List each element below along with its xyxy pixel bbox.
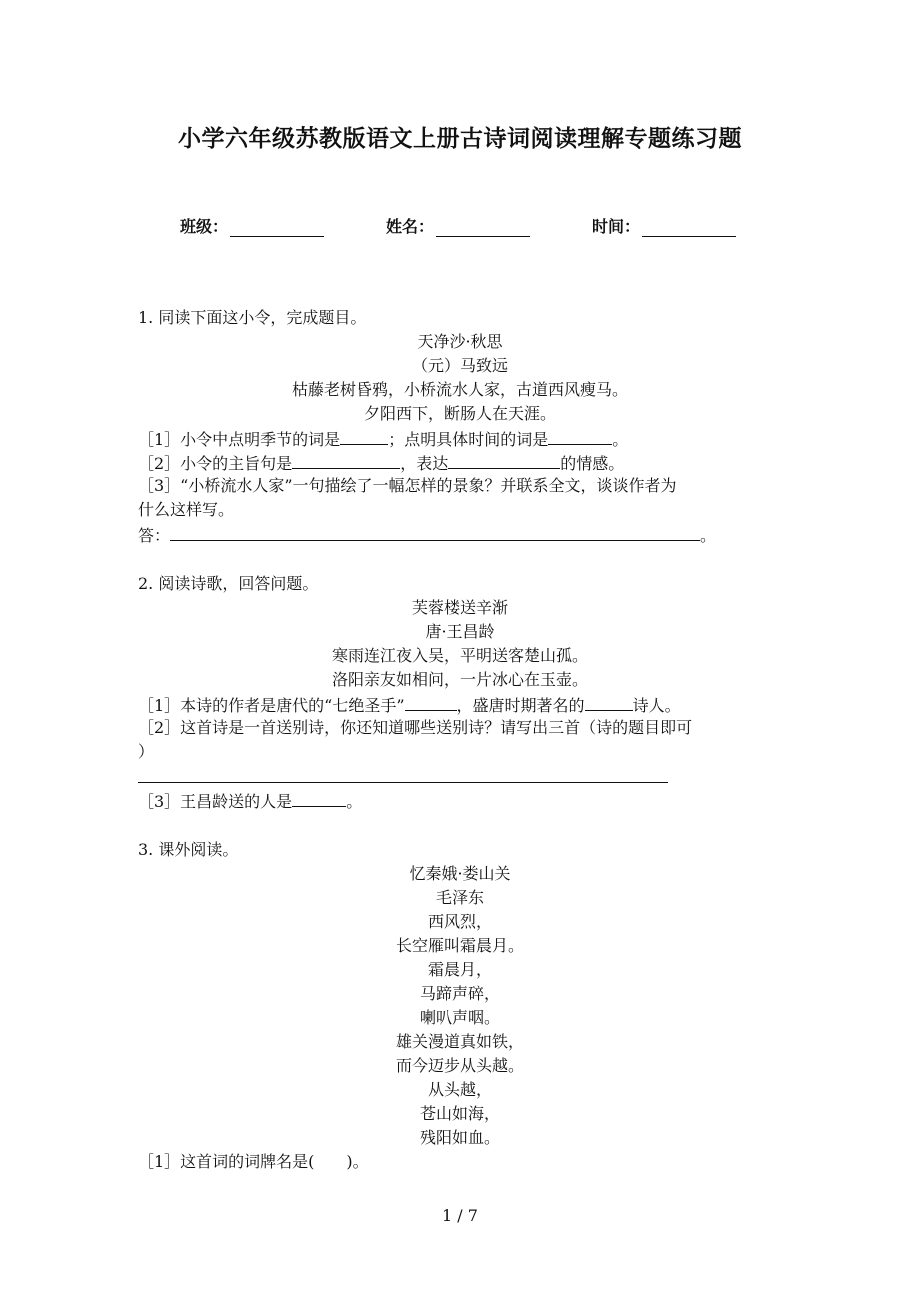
q3-sub1: ［1］这首词的词牌名是( )。 [138,1152,369,1171]
q3-poem-line: 而今迈步从头越。 [395,1056,524,1075]
q3-poem-line: 霜晨月， [427,960,492,979]
q3-heading: 3. 课外阅读。 [138,840,239,859]
q2-poem-author: 唐·王昌龄 [425,622,495,641]
q1-theme-blank[interactable] [292,450,400,469]
q1-sub1-text-b: ；点明具体时间的词是 [388,430,549,449]
q1-answer-blank[interactable] [170,522,700,541]
q3-poem-line: 苍山如海， [419,1104,500,1123]
q1-sub1-text-a: ［1］小令中点明季节的词是 [138,430,341,449]
q3-poem-author: 毛泽东 [435,888,484,907]
q1-poem-line: 夕阳西下，断肠人在天涯。 [363,404,556,423]
time-blank[interactable] [642,216,736,237]
q2-sub1-text-a: ［1］本诗的作者是唐代的“七绝圣手” [138,696,405,715]
q2-answer-line[interactable] [138,782,668,783]
q2-person-blank[interactable] [292,788,346,807]
q2-poem-title: 芙蓉楼送辛渐 [411,598,508,617]
q2-sub3-text-a: ［3］王昌龄送的人是 [138,792,293,811]
class-field [180,214,324,237]
q1-poem-title: 天净沙·秋思 [417,332,503,351]
q1-season-blank[interactable] [340,426,388,445]
q2-sub1 [138,692,681,718]
q3-poem-title: 忆秦娥·娄山关 [409,864,511,883]
q1-sub2 [138,450,624,476]
q1-sub3-line: ［3］“小桥流水人家”一句描绘了一幅怎样的景象？并联系全文，谈谈作者为 [138,476,677,495]
q3-poem-line: 马蹄声碎， [419,984,500,1003]
q1-poem-author: （元）马致远 [411,356,508,375]
q2-sub1-text-b: ，盛唐时期著名的 [456,696,585,715]
name-field [386,214,530,237]
name-blank[interactable] [436,216,530,237]
q3-poem-line: 喇叭声咽。 [419,1008,500,1027]
q2-heading: 2. 阅读诗歌，回答问题。 [138,574,319,593]
class-blank[interactable] [230,216,324,237]
q1-sub3-line: 什么这样写。 [138,500,235,519]
q2-poet-blank[interactable] [405,692,457,711]
q1-emotion-blank[interactable] [448,450,560,469]
q3-poem-line: 长空雁叫霜晨月。 [395,936,524,955]
q2-poem-line: 洛阳亲友如相问，一片冰心在玉壶。 [331,670,588,689]
q1-answer-end: 。 [700,526,717,545]
q2-poem-line: 寒雨连江夜入吴，平明送客楚山孤。 [331,646,588,665]
q1-sub2-text-b: ，表达 [400,454,449,473]
q1-sub2-text-a: ［2］小令的主旨句是 [138,454,293,473]
q1-sub2-text-c: 的情感。 [560,454,625,473]
q3-poem-line: 残阳如血。 [419,1128,500,1147]
q1-answer-label: 答： [138,526,171,545]
q2-sub3 [138,788,362,814]
q3-poem-line: 从头越， [427,1080,492,1099]
q2-sub1-text-c: 诗人。 [632,696,681,715]
time-field [592,214,736,237]
q1-sub1 [138,426,628,452]
page-title: 小学六年级苏教版语文上册古诗词阅读理解专题练习题 [178,126,742,152]
q1-answer [138,522,716,548]
time-label: 时间： [592,217,641,236]
q1-sub1-text-c: 。 [612,430,629,449]
class-label: 班级： [180,217,229,236]
q1-heading: 1. 同读下面这小令，完成题目。 [138,308,367,327]
q2-school-blank[interactable] [585,692,633,711]
q1-poem-line: 枯藤老树昏鸦，小桥流水人家，古道西风瘦马。 [291,380,628,399]
q2-sub2-line: ［2］这首诗是一首送别诗，你还知道哪些送别诗？请写出三首（诗的题目即可 [138,718,693,737]
q1-time-blank[interactable] [548,426,612,445]
q3-poem-line: 雄关漫道真如铁， [395,1032,524,1051]
q3-poem-line: 西风烈， [427,912,492,931]
page-number: 1 / 7 [442,1206,478,1225]
q2-sub2-line: ） [138,742,155,761]
q2-sub3-text-b: 。 [346,792,363,811]
name-label: 姓名： [386,217,435,236]
